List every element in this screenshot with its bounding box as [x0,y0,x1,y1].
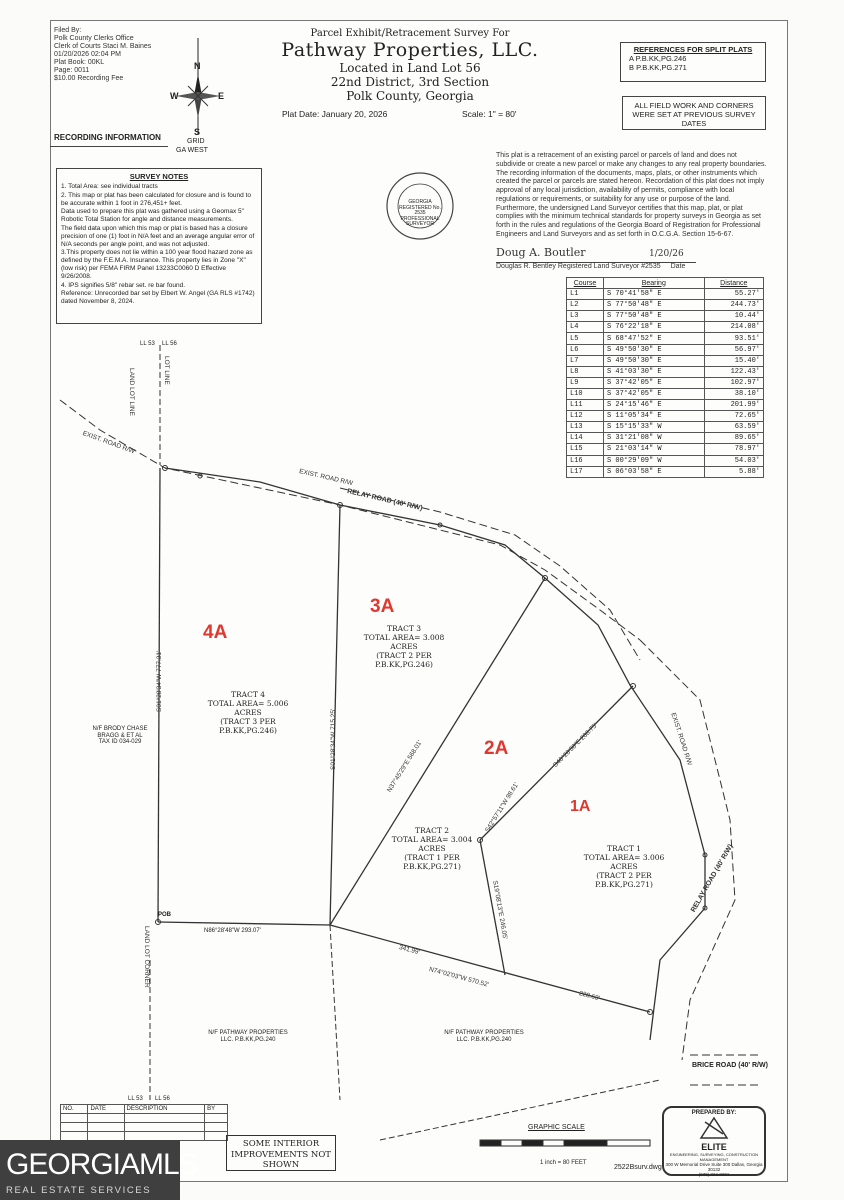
relay-road-label: RELAY ROAD (40' R/W) [346,488,424,513]
table-row: L13 S 15°15'33" W 63.59' [567,422,764,433]
table-row: L2 S 77°50'48" E 244.73' [567,300,764,311]
south-label: S [194,127,201,137]
revisions-table [60,1104,228,1141]
title-county: Polk County, Georgia [346,89,474,103]
drawing-file-name: 2522Bsurv.dwg [614,1164,662,1171]
bearing-west-line: S01°28'34"W 777.31' [156,650,163,712]
scale-segment [564,1140,607,1146]
scale-segment [480,1140,501,1146]
watermark-tagline: REAL ESTATE SERVICES [6,1185,152,1196]
tract-2-info: TRACT 2 TOTAL AREA= 3.004 ACRES (TRACT 1 PER P.B.KK,PG.271) [391,826,473,871]
table-row: L1 S 70°41'58" E 55.27' [567,289,764,300]
tract-1a-label: 1A [570,798,591,815]
bearing-tract-1: S42°57'11"W 98.61' [484,781,521,834]
references-box: REFERENCES FOR SPLIT PLATS A P.B.KK,PG.246 B P.B.KK,PG.271 [620,42,766,82]
tract-1-info: TRACT 1 TOTAL AREA= 3.006 ACRES (TRACT 2 PER P.B.KK,PG.271) [583,844,665,889]
bearing-mid-line: S01°28'34"W 715.25' [330,708,337,770]
table-row: L9 S 37°42'05" E 102.97' [567,377,764,388]
title-district: 22nd District, 3rd Section [330,75,490,89]
recording-stamp: Filed By: Polk County Clerks Office Clerk of Courts Staci M. Baines 01/20/2026 02:04 PM Plat Book: 00KL Page: 0011 $10.00 Recording Fee [54,27,152,83]
brice-road-edges [690,1055,760,1085]
seal-text: GEORGIA REGISTERED No. 2535 PROFESSIONAL SURVEYOR [399,199,441,227]
north-label: N [194,61,201,71]
owner-south-east-label: N/F PATHWAY PROPERTIES LLC. P.B.KK,PG.240 [444,1030,524,1043]
table-row: L5 S 68°47'52" E 93.51' [567,333,764,344]
bearing-south: N74°02'03"W 570.52' [428,966,490,989]
table-row: L17 S 06°03'58" E 5.88' [567,466,764,477]
table-row: L3 S 77°50'48" E 10.44' [567,311,764,322]
south-line-east [330,925,650,1012]
improvements-note: SOME INTERIOR IMPROVEMENTS NOT SHOWN [226,1135,336,1171]
zone-label: GA WEST [176,147,208,154]
owner-south-west-label: N/F PATHWAY PROPERTIES LLC. P.B.KK,PG.240 [208,1030,288,1043]
table-header-row: NO. DATE DESCRIPTION BY [61,1105,228,1114]
land-lot-line-label: LAND LOT LINE [128,368,135,416]
road-right-of-way [60,400,640,640]
certification-block: This plat is a retracement of an existing parcel or parcels of land and does not subdivide or create a new parcel or make any changes to any real property boundaries. The recording information of the documents, maps, plats, or other instruments which created the parcel or parcels are stated hereon. Recordation of this plat does not imply approval of any local jurisdiction, availability of permits, compliance with local regulations or requirements, or suitability for any use or purpose of the land. Furthermore, the undersigned Land Surveyor certifies that this map, plat, or plat complies with the minimum technical standards for property surveys in Georgia as set forth in the rules and regulations of the Georgia Board of Registration for Professional Engineers and Land Surveyors and as set forth in O.C.G.A. Section 15-6-67. Doug A. Boutler 1/20/26 Douglas R. Bentley Registered Land Surveyor #2535 Date [496,152,767,270]
plat-date: Plat Date: January 20, 2026 [282,109,388,119]
table-row: L4 S 76°22'18" E 214.08' [567,322,764,333]
table-row [61,1123,228,1132]
table-header-row: Course Bearing Distance [567,278,764,289]
bearing-tract-1-south: S19°08'13"E 246.05' [491,880,509,940]
tract-3a-label: 3A [370,596,395,617]
scale-segment [522,1140,543,1146]
ll53-label-top: LL 53 [140,341,155,347]
graphic-scale-label: GRAPHIC SCALE [528,1124,585,1131]
table-row [61,1114,228,1123]
title-client: Pathway Properties, LLC. [281,39,539,61]
preparer-logo: PREPARED BY: ELITE ENGINEERING, SURVEYING, CONSTRUCTION MANAGEMENT 300 W Memorial Drive Suite 300 Dallas, Georgia 30132 (678) 324-8201 [662,1106,766,1176]
table-row: L8 S 41°03'30" E 122.43' [567,366,764,377]
elite-logo-icon [699,1116,729,1140]
table-row: L11 S 24°15'46" E 201.99' [567,400,764,411]
ll53-label-bottom: LL 53 [128,1096,143,1102]
table-row: L12 S 11°05'34" E 72.65' [567,411,764,422]
watermark-brand: GEORGIAMLS [6,1148,198,1181]
exist-road-rw-right-label: EXIST. ROAD R/W [669,712,693,767]
west-label: W [170,91,179,101]
land-lot-corner-label: LAND LOT CORNER [143,926,150,988]
table-row: L15 S 21°03'14" W 78.97' [567,444,764,455]
recording-info-label: RECORDING INFORMATION [54,133,161,142]
georgia-mls-watermark [0,1140,198,1200]
distance-341: 341.99' [398,944,421,957]
distance-228: 228.63' [578,990,601,1003]
table-row: L10 S 37°42'05" E 38.10' [567,388,764,399]
pob-label: POB [158,912,172,918]
lot-line-southeast [380,1080,660,1140]
table-row: L14 S 31°21'08" W 89.65' [567,433,764,444]
bearing-diagonal-2: S40°28'38"E 208.75' [552,721,599,769]
brice-road-label: BRICE ROAD (40' R/W) [692,1062,768,1069]
scale-note: 1 inch = 80 FEET [540,1160,587,1166]
tract-2a-label: 2A [484,738,509,759]
table-row: L7 S 49°50'30" E 15.40' [567,355,764,366]
title-land-lot: Located in Land Lot 56 [339,61,481,75]
owner-west-label: N/F BRODY CHASE BRAGG & ET AL TAX ID 034-029 [92,726,148,746]
south-line-west [158,922,330,925]
exist-road-rw-label-left: EXIST. ROAD R/W [81,430,136,456]
title-line-1: Parcel Exhibit/Retracement Survey For [310,28,510,39]
lot-line-label: LOT LINE [163,356,170,385]
table-row: L6 S 49°50'30" E 56.97' [567,344,764,355]
tract-4a-label: 4A [203,622,228,643]
ll56-label-top: LL 56 [162,341,177,347]
plat-scale: Scale: 1" = 80' [462,109,517,119]
bearing-south-west: N86°28'48"W 293.07' [204,928,261,934]
ll56-label-bottom: LL 56 [155,1096,170,1102]
exist-road-rw-label: EXIST. ROAD R/W [298,468,354,488]
table-row: L16 S 00°29'09" W 54.03' [567,455,764,466]
survey-notes: SURVEY NOTES 1. Total Area: see individual tracts 2. This map or plat has been calculated for closure and is found to be accurate within 1 foot in 276,451+ feet. Data used to prepare this plat was gathered using a Geomax 5" Robotic Total Station for angle and distance measurements. The field data upon which this map or plat is based has a closure precision of one (1) foot in N/A feet and an average angular error of N/A seconds per angle point, and was not adjusted. 3.This property does not lie within a 100 year flood hazard zone as defined by the F.E.M.A. Insurance. This property lies in Zone "X" (low risk) per FEMA FIRM Panel 13233C0060 D Effective 9/26/2008. 4. IPS signifies 5/8" rebar set. re bar found. Reference: Unrecorded bar set by Elbert W. Angel (GA RLS #1742) dated November 8, 2024. [56,168,262,324]
tract-4-info: TRACT 4 TOTAL AREA= 5.006 ACRES (TRACT 3 PER P.B.KK,PG.246) [207,690,289,735]
east-label: E [218,91,225,101]
surveyor-signature: Doug A. Boutler 1/20/26 [496,245,684,259]
relay-road-right-label: RELAY ROAD (40' R/W) [690,843,735,914]
lot-line-bottom [330,925,340,1100]
grid-label: GRID [187,138,205,145]
field-work-note: ALL FIELD WORK AND CORNERS WERE SET AT PREVIOUS SURVEY DATES [622,96,766,130]
bearing-diagonal: N37°45'29"E 568.01' [386,739,424,794]
tract-3-info: TRACT 3 TOTAL AREA= 3.008 ACRES (TRACT 2 PER P.B.KK,PG.246) [363,624,445,669]
